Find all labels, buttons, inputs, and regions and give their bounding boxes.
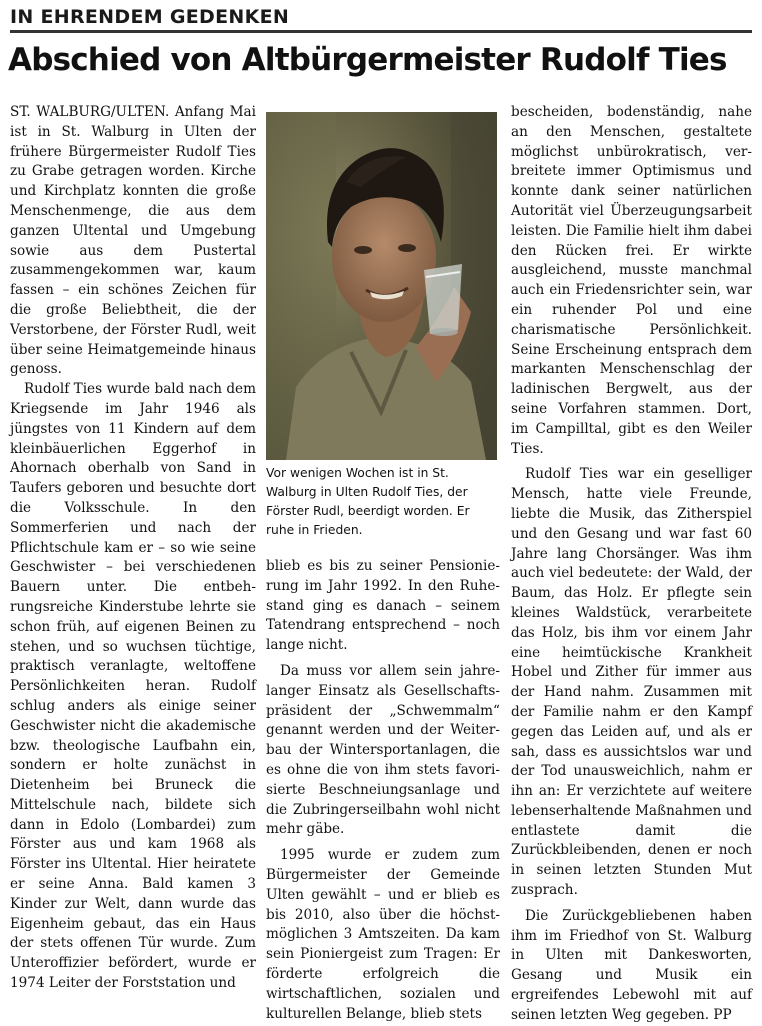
portrait-illustration <box>266 112 497 460</box>
paragraph: ST. WALBURG/ULTEN. Anfang Mai ist in St. Walburg in Ulten der frühere Bürgermeister Rudolf Ties zu Grabe getragen worden. Kirche und Kirchplatz konnten die große Menschenmenge, die aus dem ganzen Ultental und Umgebung sowie aus dem Pustertal zusammengekommen war, kaum fassen – ein schönes Zeichen für die große Beliebtheit, die der Verstorbene, der Förster Rudl, weit über seine Heimatgemeinde hinaus genoss. <box>10 104 256 378</box>
paragraph: Rudolf Ties war ein geselliger Mensch, hatte viele Freunde, liebte die Musik, das Zitherspiel und den Gesang und war fast 60 Jahre lang Chorsänger. Was ihm auch viel bedeutete: der Wald, der Baum, das Holz. Er pflegte sein kleines Waldstück, verarbeitete das Holz, bis ihm vor einem Jahr eine heimtückische Krankheit Hobel und Zither für immer aus der Hand nahm. Zusammen mit der Familie nahm er den Kampf gegen das Leiden auf, und als er sah, dass es aussichtslos war und der Tod unausweichlich, nahm er ihn an: Er verzichtete auf weitere lebenserhaltende Maßnahmen und entlastete damit die Zurückbleibenden, denen er noch in seinen letzten Stunden Mut zusprach. <box>511 466 752 899</box>
paragraph: Rudolf Ties wurde bald nach dem Kriegsende im Jahr 1946 als jüngstes von 11 Kindern auf dem kleinbäuerlichen Eggerhof in Ahornach oberhalb von Sand in Taufers geboren und besuchte dort die Volksschule. In den Sommerferien und nach der Pflichtschule kam er – so wie seine Geschwister – bei verschiedenen Bauern unter. Die entbehrungsreiche Kinderstube lehrte sie schon früh, auf eigenen Beinen zu stehen, und so wuchsen tüchtige, praktisch veranlagte, weltoffene Persönlichkeiten heran. Rudolf schlug anders als einige seiner Geschwister nicht die akademische bzw. theologische Laufbahn ein, sondern er holte zunächst in Dietenheim bei Bruneck die Mittelschule nach, bildete sich dann in Edolo (Lombardei) zum Förster aus und kam 1968 als Förster ins Ultental. Hier heiratete er seine Anna. Bald kamen 3 Kinder zur Welt, dann wurde das Eigenheim gebaut, das ein Haus der stets offenen Tür wurde. Zum Unteroffizier befördert, wurde er 1974 Leiter der Forststation und <box>10 381 256 992</box>
paragraph: Da muss vor allem sein jahrelanger Einsatz als Gesellschaftspräsident der „Schwemmalm“ genannt werden und der Weiterbau der Wintersportanlagen, die es ohne die von ihm stets favorisierte Beschneiungsanlage und die Zubringerseilbahn wohl nicht mehr gäbe. <box>266 662 500 838</box>
portrait-photo <box>266 112 497 460</box>
article-column-3 <box>511 103 752 1026</box>
section-kicker: IN EHRENDEM GEDENKEN <box>10 6 290 28</box>
kicker-rule <box>10 30 752 33</box>
article-column-1 <box>10 103 256 994</box>
article-headline: Abschied von Altbürgermeister Rudolf Ties <box>8 42 727 78</box>
article-column-2 <box>266 557 500 1024</box>
paragraph: bescheiden, bodenständig, nahe an den Menschen, gestaltete möglichst unbürokratisch, verbreitete immer Optimismus und konnte dank seiner natürlichen Autorität viel Überzeugungsarbeit leisten. Die Familie hielt ihm dabei den Rücken frei. Er wirkte ausgleichend, musste manchmal auch ein Friedensrichter sein, war ein ruhender Pol und eine charismatische Persönlichkeit. Seine Erscheinung entsprach dem markanten Menschenschlag der ladinischen Bergwelt, aus der seine Vorfahren stammen. Dort, im Campilltal, gibt es den Weiler Ties. <box>511 104 752 457</box>
paragraph: blieb es bis zu seiner Pensionierung im Jahr 1992. In den Ruhestand ging es danach – seinem Tatendrang entsprechend – noch lange nicht. <box>266 558 500 654</box>
photo-caption: Vor wenigen Wochen ist in St. Walburg in Ulten Rudolf Ties, der Förster Rudl, beerdigt worden. Er ruhe in Frieden. <box>266 466 470 537</box>
paragraph: 1995 wurde er zudem zum Bürgermeister der Gemeinde Ulten gewählt – und er blieb es bis 2010, also über die höchstmöglichen 3 Amtszeiten. Da kam sein Pioniergeist zum Tragen: Er förderte erfolgreich die wirtschaftlichen, sozialen und kulturellen Belange, blieb stets <box>266 847 500 1022</box>
paragraph: Die Zurückgebliebenen haben ihm im Friedhof von St. Walburg in Ulten mit Dankesworten, Gesang und Musik ein ergreifendes Lebewohl mit auf seinen letzten Weg gegeben. PP <box>511 907 752 1023</box>
